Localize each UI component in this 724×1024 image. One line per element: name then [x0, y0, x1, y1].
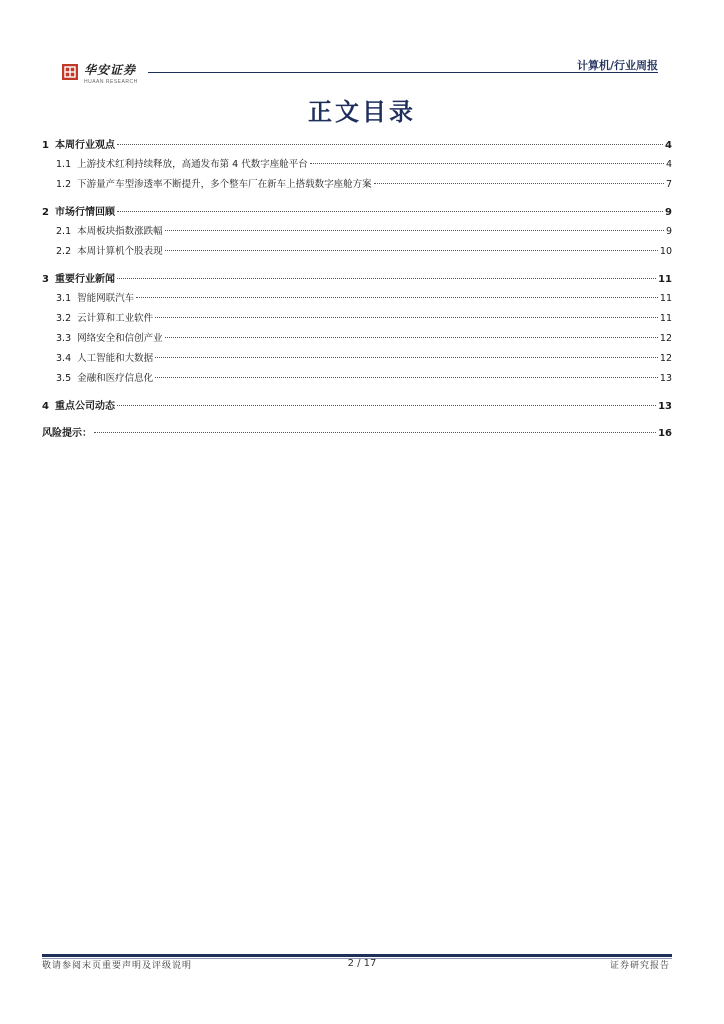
toc-entry-number: 1 [42, 140, 49, 151]
toc-leader-dots [117, 144, 663, 145]
toc-entry-number: 1.2 [56, 179, 72, 190]
toc-entry-page: 7 [665, 179, 672, 190]
toc-entry-label: 云计算和工业软件 [77, 313, 154, 324]
toc-entry[interactable] [42, 424, 672, 444]
toc-leader-dots [165, 250, 658, 251]
toc-entry-label: 本周行业观点 [54, 140, 115, 151]
toc-entry-label: 人工智能和大数据 [77, 353, 154, 364]
toc-entry-label: 智能网联汽车 [77, 293, 135, 304]
page-header [0, 0, 724, 90]
toc-entry-label: 上游技术红利持续释放，高通发布第 4 代数字座舱平台 [77, 159, 308, 170]
toc-entry-page: 9 [665, 226, 672, 237]
toc-leader-dots [117, 405, 656, 406]
toc-entry-page: 4 [665, 140, 672, 151]
toc-entry-number: 3.4 [56, 353, 72, 364]
toc-entry-number: 3.5 [56, 373, 72, 384]
toc-entry-number: 2 [42, 207, 49, 218]
toc-entry-number: 2.1 [56, 226, 72, 237]
toc-entry-page: 12 [659, 333, 672, 344]
toc-entry[interactable] [42, 223, 672, 243]
toc-leader-dots [165, 337, 658, 338]
toc-leader-dots [155, 317, 658, 318]
page-indicator: 2 / 17 [347, 958, 377, 969]
toc-entry-number: 1.1 [56, 159, 72, 170]
toc-entry-label: 重点公司动态 [54, 401, 115, 412]
toc-entry[interactable] [42, 156, 672, 176]
toc-entry-page: 16 [658, 428, 672, 439]
toc-entry[interactable] [42, 203, 672, 223]
section-label: 计算机/行业周报 [576, 59, 658, 72]
toc-entry[interactable] [42, 270, 672, 290]
toc-entry-page: 12 [659, 353, 672, 364]
toc-leader-dots [310, 163, 664, 164]
toc-leader-dots [136, 297, 658, 298]
report-type: 证券研究报告 [609, 961, 670, 971]
toc-entry-label: 本周计算机个股表现 [77, 246, 163, 257]
toc-entry-label: 金融和医疗信息化 [77, 373, 154, 384]
toc-entry-number: 4 [42, 401, 49, 412]
toc-entry[interactable] [42, 397, 672, 417]
toc-entry-number: 3.1 [56, 293, 72, 304]
toc-entry-number: 3 [42, 274, 49, 285]
toc-leader-dots [165, 230, 664, 231]
toc-entry[interactable] [42, 243, 672, 263]
logo-subtitle: HUAAN RESEARCH [84, 79, 138, 85]
toc-entry[interactable] [42, 350, 672, 370]
page-title: 正文目录 [308, 98, 416, 126]
toc-entry-page: 4 [665, 159, 672, 170]
toc-entry-page: 10 [659, 246, 672, 257]
toc-entry-page: 13 [659, 373, 672, 384]
toc-entry-label: 下游量产车型渗透率不断提升，多个整车厂在新车上搭载数字座舱方案 [77, 179, 372, 190]
toc-leader-dots [94, 432, 656, 433]
toc-entry-number: 3.2 [56, 313, 72, 324]
huaan-logo-icon [62, 64, 78, 80]
toc-leader-dots [117, 278, 656, 279]
toc-entry-page: 13 [658, 401, 672, 412]
footer-divider-thick [42, 954, 672, 957]
toc-leader-dots [374, 183, 664, 184]
logo-name: 华安证券 [84, 63, 137, 77]
toc-entry-page: 11 [659, 293, 672, 304]
toc-entry-number: 3.3 [56, 333, 72, 344]
footer-disclaimer: 敬请参阅末页重要声明及评级说明 [42, 961, 193, 971]
toc-entry-label: 风险提示： [42, 428, 92, 439]
toc-entry-label: 本周板块指数涨跌幅 [77, 226, 163, 237]
toc-entry[interactable] [42, 176, 672, 196]
toc-entry[interactable] [42, 136, 672, 156]
table-of-contents [42, 136, 672, 444]
toc-leader-dots [155, 357, 658, 358]
toc-entry-page: 11 [658, 274, 672, 285]
toc-entry-page: 9 [665, 207, 672, 218]
toc-entry[interactable] [42, 310, 672, 330]
toc-leader-dots [117, 211, 663, 212]
toc-entry-label: 重要行业新闻 [54, 274, 115, 285]
toc-leader-dots [155, 377, 658, 378]
toc-entry-number: 2.2 [56, 246, 72, 257]
toc-entry[interactable] [42, 330, 672, 350]
toc-entry[interactable] [42, 290, 672, 310]
toc-entry-label: 市场行情回顾 [54, 207, 115, 218]
toc-entry-page: 11 [659, 313, 672, 324]
toc-entry[interactable] [42, 370, 672, 390]
toc-entry-label: 网络安全和信创产业 [77, 333, 163, 344]
